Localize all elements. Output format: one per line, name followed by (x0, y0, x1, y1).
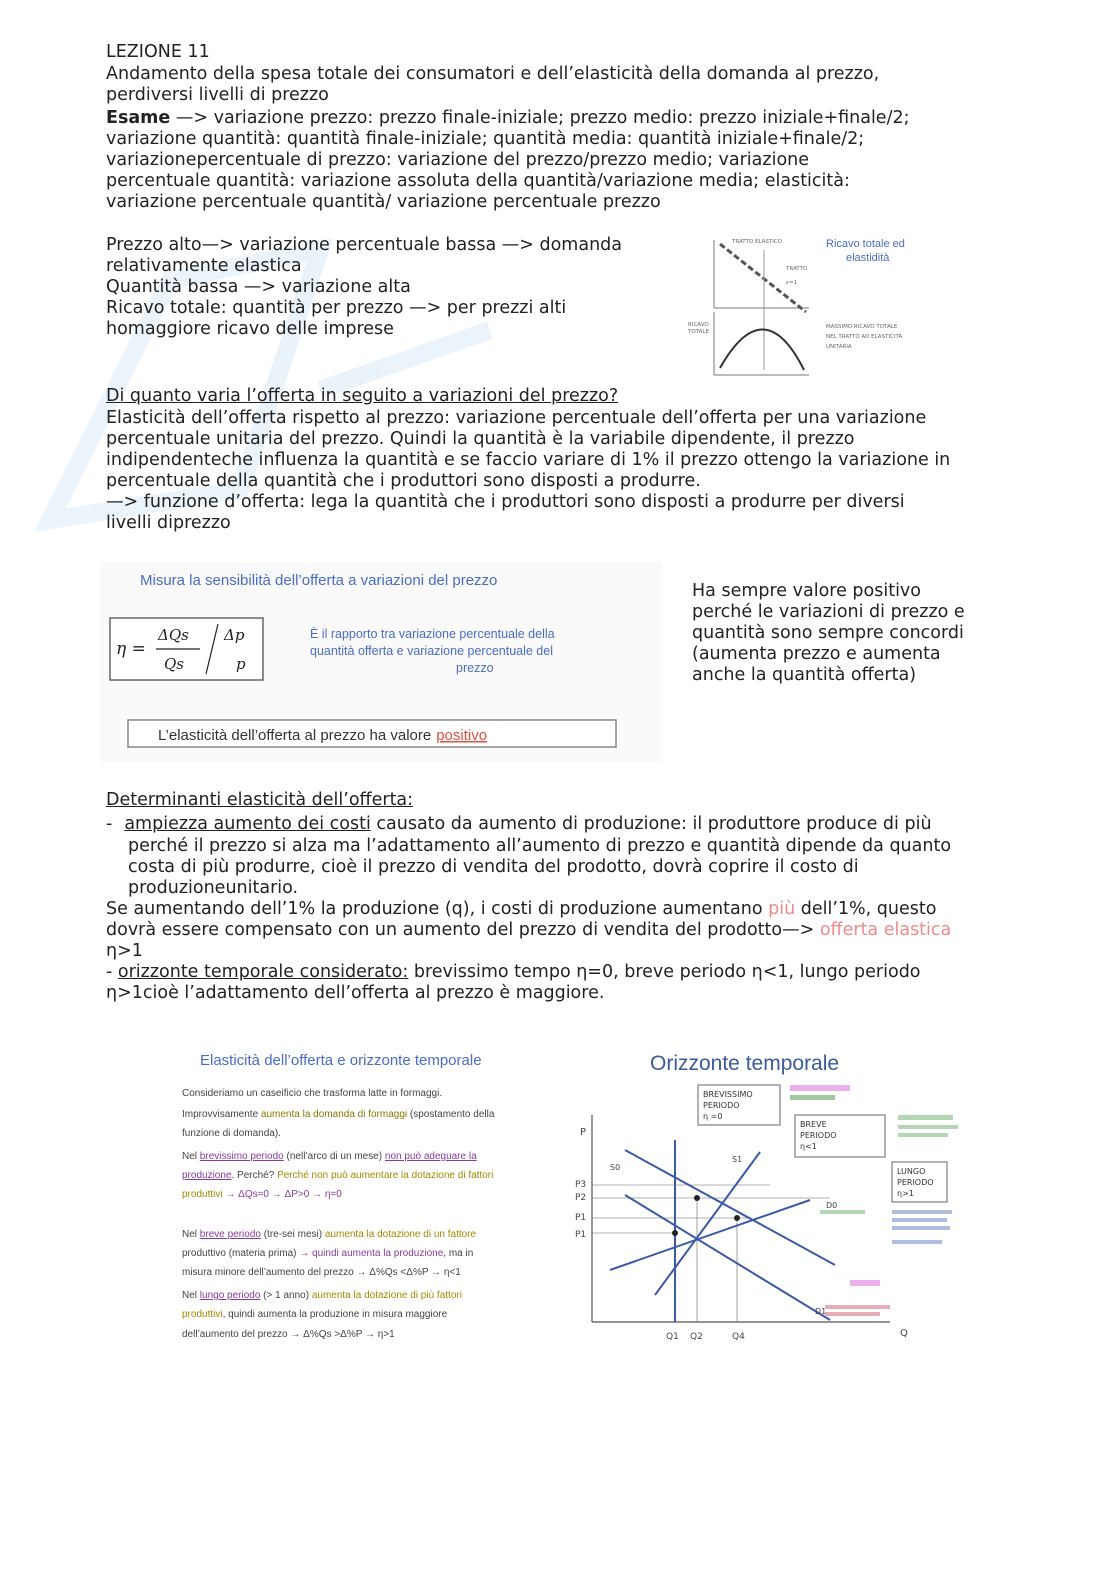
price-line-3: Quantità bassa —> variazione alta (106, 277, 411, 297)
determinants-heading: Determinanti elasticità dell’offerta: (106, 790, 414, 810)
fig2-desc-1: È il rapporto tra variazione percentuale della (310, 627, 555, 641)
fig1-label-c: ε=1 (786, 280, 798, 286)
supply-line-4: percentuale della quantità che i produttori sono disposti a produrre. (106, 471, 701, 491)
supply-line-5: —> funzione d’offerta: lega la quantità che i produttori sono disposti a produrre per diversi (106, 492, 905, 512)
svg-text:BREVISSIMO: BREVISSIMO (703, 1090, 753, 1099)
fig2-eta: η = (116, 639, 146, 659)
time-horizon-figure (170, 1040, 970, 1345)
svg-text:P2: P2 (575, 1193, 587, 1203)
supply-line-2: percentuale unitaria del prezzo. Quindi la quantità è la variabile dipendente, il prezzo (106, 429, 855, 449)
svg-text:PERIODO: PERIODO (897, 1178, 934, 1187)
svg-text:P1: P1 (575, 1213, 587, 1223)
svg-text:P: P (580, 1127, 587, 1138)
svg-text:PERIODO: PERIODO (703, 1101, 740, 1110)
svg-text:Nel breve periodo (tre-sei mes: Nel breve periodo (tre-sei mesi) aumenta la dotazione di un fattore (182, 1229, 477, 1240)
fig2-dp: Δp (224, 626, 245, 644)
side-note-line-1: Ha sempre valore positivo (692, 581, 921, 601)
price-line-5: homaggiore ricavo delle imprese (106, 319, 394, 339)
fig2-desc-2: quantità offerta e variazione percentuale del (310, 644, 553, 658)
svg-text:S1: S1 (732, 1155, 743, 1164)
fig1-label-e: TOTALE (688, 329, 709, 335)
supply-line-3: indipendenteche influenza la quantità e se faccio variare di 1% il prezzo ottengo la variazione in (106, 450, 951, 470)
svg-text:produttivo (materia prima) → q: produttivo (materia prima) → quindi aumenta la produzione, ma in (182, 1248, 474, 1259)
determinant-para-3: η>1 (106, 941, 143, 961)
fig3-title: Elasticità dell’offerta e orizzonte temporale (200, 1052, 482, 1069)
svg-text:D1: D1 (815, 1307, 827, 1316)
side-note-line-3: quantità sono sempre concordi (692, 623, 964, 643)
svg-text:Consideriamo un caseificio che: Consideriamo un caseificio che trasforma latte in formaggi. (182, 1088, 443, 1099)
determinant-2-line-2: η>1cioè l’adattamento dell’offerta al prezzo è maggiore. (106, 983, 605, 1003)
supply-line-6: livelli diprezzo (106, 513, 231, 533)
determinant-1-line-2: perché il prezzo si alza ma l’adattamento all’aumento di prezzo e quantità dipende da quanto (128, 836, 952, 856)
svg-text:P1: P1 (575, 1230, 587, 1240)
determinant-2-line-1: - orizzonte temporale considerato: brevissimo tempo η=0, breve periodo η<1, lungo periodo (106, 962, 921, 982)
side-note-line-5: anche la quantità offerta) (692, 665, 917, 685)
supply-heading: Di quanto varia l’offerta in seguito a variazioni del prezzo? (106, 386, 619, 406)
determinant-1-line-4: produzioneunitario. (128, 878, 299, 898)
fig1-label-h: UNITARIA (826, 344, 852, 350)
fig2-p: p (236, 655, 246, 673)
svg-text:funzione di domanda).: funzione di domanda). (182, 1128, 281, 1139)
determinant-1-line-3: costa di più produrre, cioè il prezzo di vendita del prodotto, dovrà coprire il costo di (128, 857, 859, 877)
svg-text:produttivi, quindi aumenta la: produttivi, quindi aumenta la produzione in misura maggiore (182, 1309, 448, 1320)
fig1-title-2: elastidità (846, 252, 890, 264)
fig3-chart-title: Orizzonte temporale (650, 1052, 840, 1075)
exam-line-1: Esame —> variazione prezzo: prezzo finale-iniziale; prezzo medio: prezzo iniziale+finale/2; (106, 108, 910, 128)
determinant-para-2: dovrà essere compensato con un aumento del prezzo di vendita del prodotto—> offerta elastica (106, 920, 952, 940)
fig2-desc-3: prezzo (456, 661, 494, 675)
svg-text:η>1: η>1 (897, 1189, 914, 1198)
determinant-para-1: Se aumentando dell’1% la produzione (q), i costi di produzione aumentano più dell’1%, questo (106, 899, 937, 919)
exam-line-3: variazionepercentuale di prezzo: variazione del prezzo/prezzo medio; variazione (106, 150, 810, 170)
price-line-2: relativamente elastica (106, 256, 302, 276)
fig1-label-a: TRATTO ELASTICO (732, 239, 783, 245)
subtitle-line-2: perdiversi livelli di prezzo (106, 85, 329, 105)
fig1-label-b: TRATTO (786, 266, 808, 272)
fig2-den: Qs (164, 655, 184, 673)
supply-elasticity-slide (100, 562, 662, 762)
fig1-label-f: MASSIMO RICAVO TOTALE (826, 324, 898, 330)
svg-text:misura minore dell’aumento del: misura minore dell’aumento del prezzo → Δ%Qs <Δ%P → η<1 (182, 1267, 461, 1278)
svg-text:Q4: Q4 (732, 1332, 745, 1342)
svg-text:BREVE: BREVE (800, 1120, 827, 1129)
side-note-line-2: perché le variazioni di prezzo e (692, 602, 965, 622)
fig2-num: ΔQs (158, 626, 189, 644)
side-note-line-4: (aumenta prezzo e aumenta (692, 644, 941, 664)
exam-line-2: variazione quantità: quantità finale-iniziale; quantità media: quantità iniziale+finale/2; (106, 129, 865, 149)
svg-text:Nel brevissimo periodo (nell’a: Nel brevissimo periodo (nell’arco di un mese) non può adeguare la (182, 1151, 477, 1162)
page-title: LEZIONE 11 (106, 42, 210, 62)
svg-text:η =0: η =0 (703, 1112, 723, 1121)
determinant-1-line-1: - ampiezza aumento dei costi causato da aumento di produzione: il produttore produce di più (106, 814, 932, 834)
svg-text:η<1: η<1 (800, 1142, 817, 1151)
exam-line-4: percentuale quantità: variazione assoluta della quantità/variazione media; elasticità: (106, 171, 850, 191)
price-line-1: Prezzo alto—> variazione percentuale bassa —> domanda (106, 235, 623, 255)
svg-text:Q1: Q1 (666, 1332, 679, 1342)
svg-text:LUNGO: LUNGO (897, 1167, 926, 1176)
svg-text:produttivi → ΔQs=0 → ΔP>0 → η=: produttivi → ΔQs=0 → ΔP>0 → η=0 (182, 1189, 342, 1200)
fig2-box-text: L’elasticità dell’offerta al prezzo ha valore positivo (158, 727, 488, 744)
price-line-4: Ricavo totale: quantità per prezzo —> per prezzi alti (106, 298, 567, 318)
subtitle-line-1: Andamento della spesa totale dei consumatori e dell’elasticità della domanda al prezzo, (106, 64, 880, 84)
svg-text:produzione. Perché? Perché non: produzione. Perché? Perché non può aumentare la dotazione di fattori (182, 1170, 494, 1181)
svg-text:D0: D0 (826, 1201, 838, 1210)
svg-text:Q2: Q2 (690, 1332, 703, 1342)
revenue-elasticity-figure (684, 230, 924, 380)
svg-text:dell’aumento del prezzo → Δ%Qs: dell’aumento del prezzo → Δ%Qs >Δ%P → η>1 (182, 1329, 395, 1340)
fig1-label-d: RICAVO (688, 322, 709, 328)
svg-text:Q: Q (900, 1328, 908, 1339)
svg-text:S0: S0 (610, 1163, 621, 1172)
svg-text:PERIODO: PERIODO (800, 1131, 837, 1140)
svg-text:Improvvisamente aumenta la dom: Improvvisamente aumenta la domanda di formaggi (spostamento della (182, 1109, 495, 1120)
fig2-title: Misura la sensibilità dell’offerta a variazioni del prezzo (140, 572, 498, 589)
fig1-title-1: Ricavo totale ed (826, 238, 905, 250)
svg-text:Nel lungo periodo (> 1 anno) a: Nel lungo periodo (> 1 anno) aumenta la dotazione di più fattori (182, 1290, 462, 1301)
svg-text:P3: P3 (575, 1180, 587, 1190)
fig1-label-g: NEL TRATTO AD ELASTICITÀ (826, 334, 903, 340)
exam-line-5: variazione percentuale quantità/ variazione percentuale prezzo (106, 192, 661, 212)
supply-line-1: Elasticità dell’offerta rispetto al prezzo: variazione percentuale dell’offerta per una variazione (106, 408, 927, 428)
exam-label: Esame (106, 108, 171, 128)
